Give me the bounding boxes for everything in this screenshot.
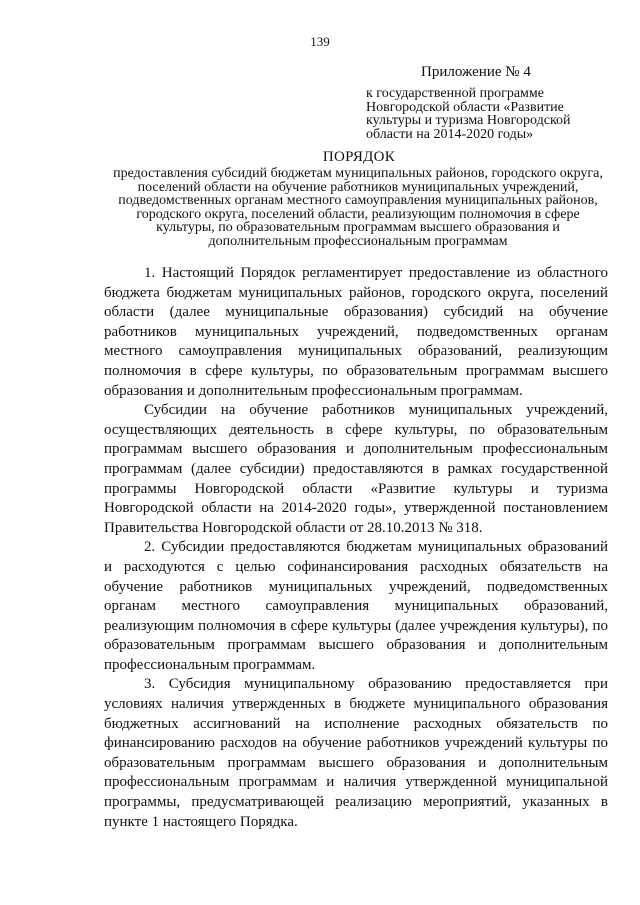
paragraph-1: 1. Настоящий Порядок регламентирует предоставление из областного бюджета бюджетам муниципальных районов, городского округа, поселений области (далее муниципальные образования) субсидий на обучение работников муниципальных учреждений, подведомственных органам местного самоуправления муниципальных образований, реализующим полномочия в сфере культуры, по образовательным программам высшего образования и дополнительным профессиональным программам. — [104, 265, 608, 399]
paragraph-3: 2. Субсидии предоставляются бюджетам муниципальных образований и расходуются с целью софинансирования расходных обязательств на обучение работников муниципальных учреждений, подведомственных органам местного самоуправления муниципальных образований, реализующим полномочия в сфере культуры (далее учреждения культуры), по образовательным программам высшего образования и дополнительным профессиональным программам. — [104, 539, 608, 673]
document-title: ПОРЯДОК — [322, 149, 396, 165]
page-number: 139 — [310, 34, 330, 49]
paragraph-4: 3. Субсидия муниципальному образованию предоставляется при условиях наличия утвержденных в бюджете муниципального образования бюджетных ассигнований на исполнение расходных обязательств по финансированию расходов на обучение работников учреждений культуры по образовательным программам высшего образования и дополнительным профессиональным программам и наличия утвержденной муниципальной программы, предусматривающей реализацию мероприятий, указанных в пункте 1 настоящего Порядка. — [104, 676, 608, 830]
document-subtitle: предоставления субсидий бюджетам муниципальных районов, городского округа, поселений области на обучение работников муниципальных учреждений, подведомственных органам местного самоуправления муниципальных районов, городского округа, поселений области, реализующим полномочия в сфере культуры, по образовательным программам высшего образования и дополнительным профессиональным программам — [113, 166, 603, 249]
appendix-title: Приложение № 4 — [421, 64, 531, 80]
document-body — [104, 264, 608, 832]
paragraph-2: Субсидии на обучение работников муниципальных учреждений, осуществляющих деятельность в сфере культуры, по образовательным программам высшего образования и дополнительным профессиональным программам (далее субсидии) предоставляются в рамках государственной программы Новгородской области «Развитие культуры и туризма Новгородской области на 2014-2020 годы», утвержденной постановлением Правительства Новгородской области от 28.10.2013 № 318. — [104, 402, 608, 536]
appendix-reference: к государственной программе Новгородской области «Развитие культуры и туризма Новгородской области на 2014-2020 годы» — [366, 86, 571, 142]
